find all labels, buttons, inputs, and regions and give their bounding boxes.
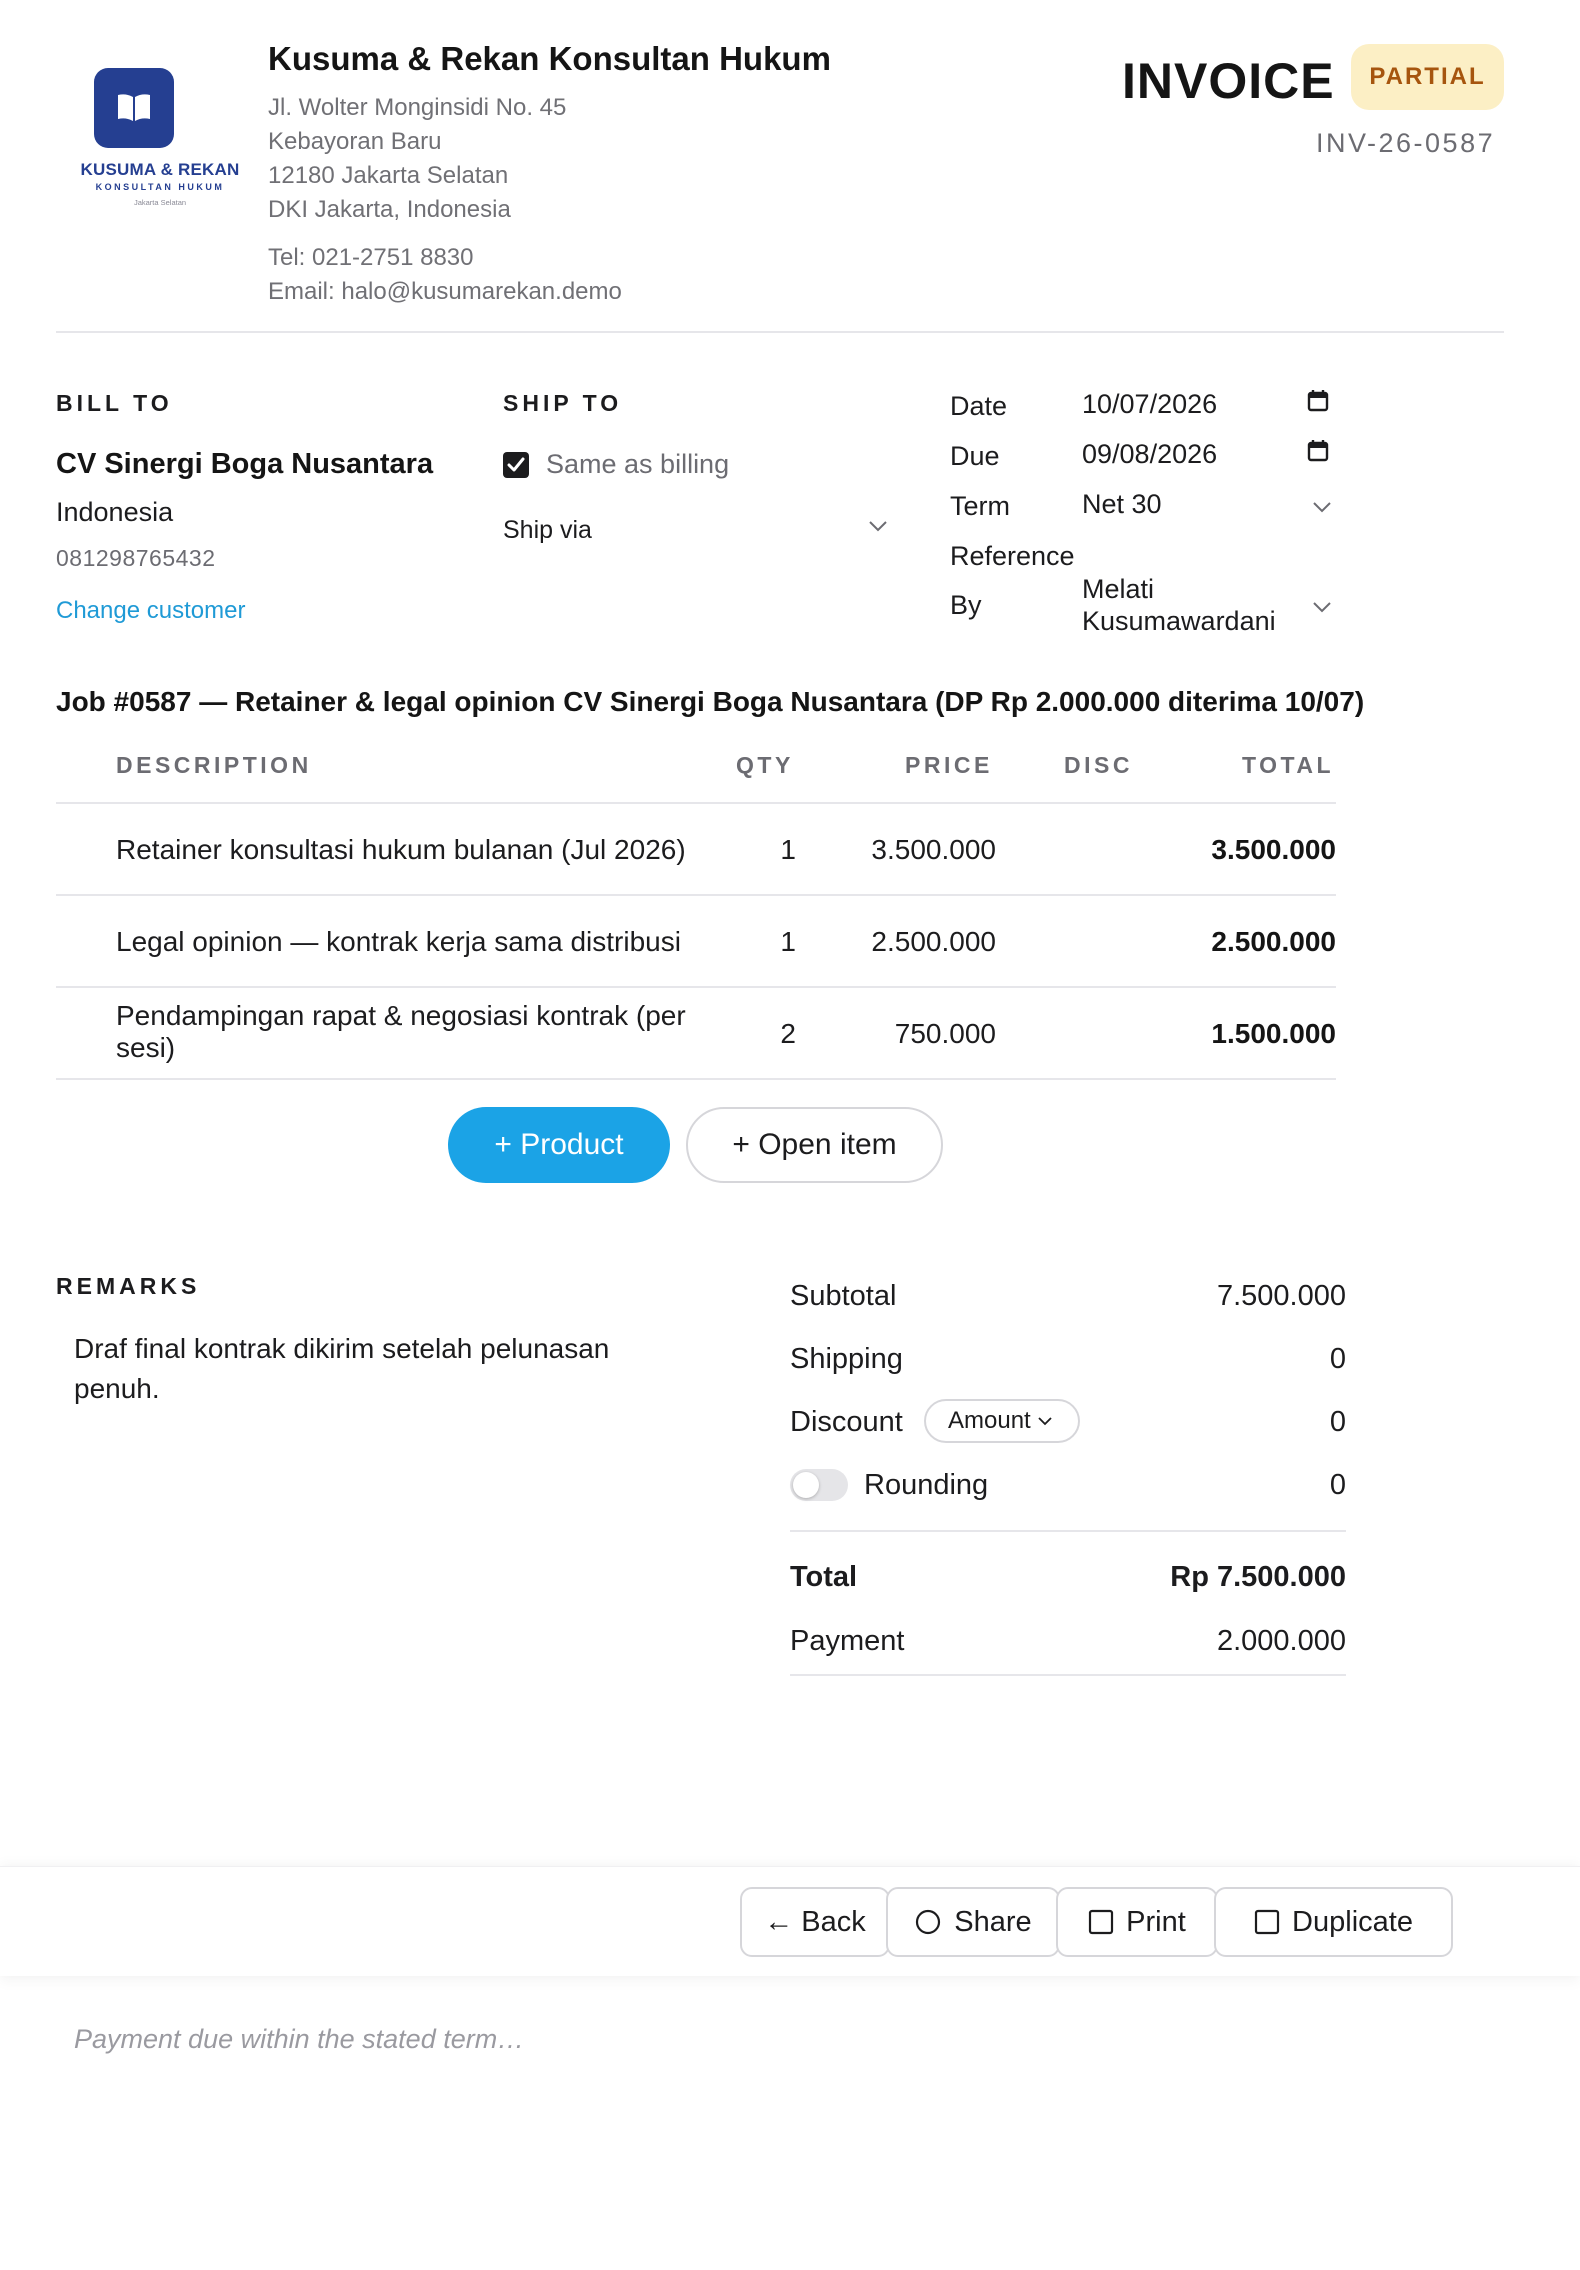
same-as-billing-checkbox[interactable] [503, 452, 529, 478]
date-label: Date [950, 391, 1008, 421]
row-total: 1.500.000 [1211, 1018, 1336, 1049]
row-divider [56, 1078, 1336, 1080]
col-qty: QTY [736, 752, 794, 778]
invoice-number: INV-26-0587 [1316, 128, 1496, 158]
company-tel: Tel: 021-2751 8830 [268, 244, 474, 271]
ship-to-label: SHIP TO [503, 390, 623, 416]
row-price[interactable]: 2.500.000 [871, 926, 996, 957]
reference-input[interactable] [1082, 538, 1322, 570]
discount-type-select[interactable] [924, 1399, 1080, 1443]
total-value: Rp 7.500.000 [1170, 1561, 1346, 1593]
customer-name: CV Sinergi Boga Nusantara [56, 448, 434, 480]
subtotal-label: Subtotal [790, 1280, 897, 1312]
chevron-down-icon[interactable] [1312, 501, 1332, 513]
by-select[interactable] [1082, 573, 1276, 637]
by-last-name: Kusumawardani [1082, 606, 1276, 636]
company-logo [94, 68, 174, 148]
totals-divider [790, 1530, 1346, 1532]
address-line: Jl. Wolter Monginsidi No. 45 [268, 94, 567, 121]
chevron-down-icon[interactable] [1312, 601, 1332, 613]
print-label: Print [1126, 1905, 1186, 1938]
rounding-value: 0 [1329, 1469, 1346, 1501]
row-divider [56, 894, 1336, 896]
share-label: Share [954, 1905, 1032, 1938]
duplicate-button[interactable] [1214, 1887, 1453, 1957]
square-icon [1088, 1909, 1114, 1935]
remarks-textarea[interactable]: Draf final kontrak dikirim setelah pelunasan penuh. [74, 1333, 610, 1404]
duplicate-label: Duplicate [1292, 1905, 1413, 1938]
row-total: 2.500.000 [1211, 926, 1336, 957]
print-button[interactable] [1056, 1887, 1218, 1957]
invoice-title: INVOICE [1122, 53, 1335, 109]
logo-name: KUSUMA & REKAN [80, 160, 240, 179]
table-header-divider [56, 802, 1336, 804]
customer-phone: 081298765432 [56, 545, 216, 571]
row-divider [56, 986, 1336, 988]
customer-country: Indonesia [56, 497, 174, 527]
col-disc: DISC [1064, 752, 1133, 778]
back-label: ← Back [764, 1905, 866, 1938]
row-qty[interactable]: 2 [780, 1018, 796, 1049]
address-line: DKI Jakarta, Indonesia [268, 196, 511, 223]
payment-label: Payment [790, 1625, 905, 1657]
subtotal-value: 7.500.000 [1216, 1280, 1346, 1312]
shipping-input[interactable]: 0 [1329, 1343, 1346, 1375]
address-line: 12180 Jakarta Selatan [268, 162, 509, 189]
logo-city: Jakarta Selatan [133, 198, 187, 207]
reference-label: Reference [950, 541, 1075, 571]
col-description: DESCRIPTION [116, 752, 312, 778]
header-divider [56, 331, 1504, 333]
bill-to-label: BILL TO [56, 390, 173, 416]
row-description[interactable]: Pendampingan rapat & negosiasi kontrak (per sesi) [116, 1000, 686, 1063]
total-label: Total [790, 1561, 858, 1593]
row-qty[interactable]: 1 [780, 926, 796, 957]
due-input[interactable]: 09/08/2026 [1082, 439, 1218, 469]
checkbox-checked-icon [507, 457, 525, 473]
company-email: Email: halo@kusumarekan.demo [268, 278, 622, 305]
row-description[interactable]: Retainer konsultasi hukum bulanan (Jul 2026) [116, 834, 686, 865]
row-price[interactable]: 3.500.000 [871, 834, 996, 865]
by-first-name: Melati [1082, 574, 1155, 604]
add-open-item-button[interactable]: + Open item [686, 1107, 943, 1183]
company-name: Kusuma & Rekan Konsultan Hukum [268, 40, 831, 77]
ship-via-select[interactable]: Ship via [503, 516, 592, 544]
toggle-knob [793, 1472, 819, 1498]
remarks-label: REMARKS [56, 1273, 201, 1299]
chevron-down-icon[interactable] [868, 520, 888, 532]
payment-value: 2.000.000 [1216, 1625, 1346, 1657]
by-label: By [950, 590, 982, 620]
col-price: PRICE [905, 752, 993, 778]
col-total: TOTAL [1242, 752, 1335, 778]
change-customer-link[interactable]: Change customer [56, 597, 246, 624]
rounding-label: Rounding [864, 1469, 989, 1501]
shipping-label: Shipping [790, 1343, 903, 1375]
payment-divider [790, 1674, 1346, 1676]
row-qty[interactable]: 1 [780, 834, 796, 865]
book-icon [116, 92, 152, 124]
back-button[interactable] [740, 1887, 890, 1957]
rounding-toggle[interactable] [790, 1469, 848, 1501]
discount-input[interactable]: 0 [1329, 1406, 1346, 1438]
add-product-button[interactable]: + Product [448, 1107, 670, 1183]
calendar-icon[interactable] [1307, 389, 1329, 413]
square-icon [1254, 1909, 1280, 1935]
discount-label: Discount [790, 1406, 903, 1438]
row-description[interactable]: Legal opinion — kontrak kerja sama distribusi [116, 926, 681, 957]
share-button[interactable] [886, 1887, 1060, 1957]
chevron-down-icon [1037, 1416, 1053, 1426]
term-label: Term [950, 491, 1010, 521]
same-as-billing-label[interactable]: Same as billing [546, 449, 730, 479]
row-price[interactable]: 750.000 [894, 1018, 996, 1049]
logo-subtitle: KONSULTAN HUKUM [95, 182, 225, 192]
discount-type-value: Amount [948, 1407, 1031, 1434]
job-title: Job #0587 — Retainer & legal opinion CV Sinergi Boga Nusantara (DP Rp 2.000.000 diterima 10/07) [56, 686, 1365, 717]
calendar-icon[interactable] [1307, 439, 1329, 463]
row-total: 3.500.000 [1211, 834, 1336, 865]
footer-note-input[interactable]: Payment due within the stated term… [74, 2024, 525, 2054]
date-input[interactable]: 10/07/2026 [1082, 389, 1218, 419]
due-label: Due [950, 441, 1000, 471]
address-line: Kebayoran Baru [268, 128, 442, 155]
circle-icon [914, 1908, 942, 1936]
term-select[interactable]: Net 30 [1082, 489, 1162, 519]
status-badge: PARTIAL [1351, 44, 1504, 110]
